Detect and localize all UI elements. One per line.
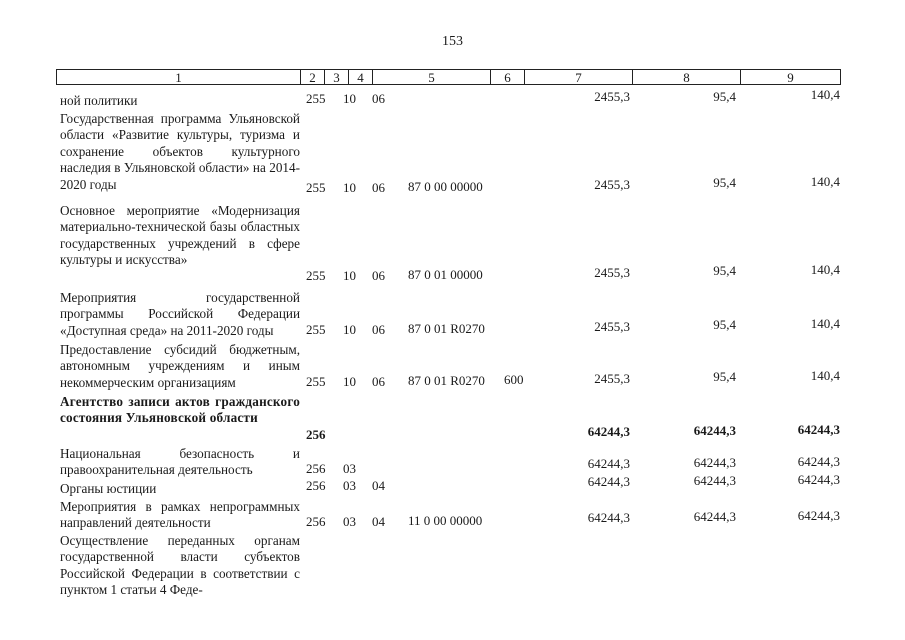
cell-value-9: 140,4	[810, 87, 840, 102]
cell-section: 10	[343, 268, 356, 283]
header-col-4: 4	[349, 70, 373, 84]
row-description: Предоставление субсидий бюджетным, автономным учреждениям и иным некоммерческим организациям	[60, 342, 300, 390]
cell-value-7: 64244,3	[587, 474, 630, 489]
row-description: Мероприятия государственной программы Российской Федерации «Доступная среда» на 2011-2020 годы	[60, 290, 300, 338]
cell-target-article: 87 0 01 R0270	[408, 321, 485, 336]
header-col-1: 1	[57, 70, 301, 84]
header-col-3: 3	[325, 70, 349, 84]
header-col-8: 8	[633, 70, 741, 84]
cell-value-8: 64244,3	[693, 473, 736, 488]
cell-grbs: 255	[306, 180, 326, 195]
row-description: Основное мероприятие «Модернизация материально-технической базы областных государственных учреждений в сфере культуры и искусства»	[60, 203, 300, 268]
cell-value-8: 64244,3	[693, 455, 736, 470]
cell-value-7: 2455,3	[594, 89, 630, 104]
row-description: Национальная безопасность и правоохранительная деятельность	[60, 446, 300, 478]
cell-subsection: 04	[372, 478, 385, 493]
cell-value-9: 140,4	[810, 174, 840, 189]
cell-target-article: 87 0 00 00000	[408, 179, 483, 194]
cell-value-8: 95,4	[713, 175, 736, 190]
cell-grbs: 255	[306, 91, 326, 106]
cell-grbs: 256	[306, 514, 326, 529]
cell-value-8: 64244,3	[693, 423, 736, 438]
cell-section: 03	[343, 514, 356, 529]
cell-value-9: 140,4	[810, 316, 840, 331]
cell-section: 10	[343, 322, 356, 337]
row-description: ной политики	[60, 93, 138, 108]
cell-subsection: 04	[372, 514, 385, 529]
cell-value-7: 2455,3	[594, 319, 630, 334]
cell-value-9: 64244,3	[797, 454, 840, 469]
header-col-2: 2	[301, 70, 325, 84]
cell-value-7: 64244,3	[587, 456, 630, 471]
cell-subsection: 06	[372, 268, 385, 283]
cell-value-7: 64244,3	[587, 510, 630, 525]
cell-value-7: 64244,3	[587, 424, 630, 439]
cell-subsection: 06	[372, 374, 385, 389]
cell-section: 10	[343, 91, 356, 106]
cell-section: 10	[343, 180, 356, 195]
cell-value-8: 95,4	[713, 369, 736, 384]
cell-grbs: 255	[306, 268, 326, 283]
cell-subsection: 06	[372, 91, 385, 106]
cell-value-8: 95,4	[713, 89, 736, 104]
header-col-9: 9	[787, 70, 794, 85]
cell-expense-type: 600	[504, 372, 524, 387]
cell-value-8: 95,4	[713, 263, 736, 278]
cell-grbs: 256	[306, 478, 326, 493]
cell-target-article: 87 0 01 R0270	[408, 373, 485, 388]
cell-value-9: 64244,3	[797, 422, 840, 437]
header-col-5: 5	[373, 70, 491, 84]
cell-subsection: 06	[372, 180, 385, 195]
cell-value-9: 140,4	[810, 368, 840, 383]
cell-grbs: 256	[306, 427, 326, 442]
header-col-6: 6	[491, 70, 525, 84]
row-description: Органы юстиции	[60, 481, 157, 496]
cell-subsection: 06	[372, 322, 385, 337]
cell-target-article: 87 0 01 00000	[408, 267, 483, 282]
row-description: Осуществление переданных органам государственной власти субъектов Российской Федерации в соответствии с пунктом 1 статьи 4 Феде-	[60, 533, 300, 598]
cell-value-9: 64244,3	[797, 508, 840, 523]
row-description: Государственная программа Ульяновской области «Развитие культуры, туризма и сохранение объектов культурного наследия в Ульяновской области» на 2014-2020 годы	[60, 111, 300, 192]
cell-value-9: 140,4	[810, 262, 840, 277]
row-description: Мероприятия в рамках непрограммных направлений деятельности	[60, 499, 300, 531]
cell-section: 03	[343, 461, 356, 476]
cell-target-article: 11 0 00 00000	[408, 513, 483, 528]
cell-grbs: 255	[306, 374, 326, 389]
cell-section: 10	[343, 374, 356, 389]
page-number: 153	[442, 34, 463, 49]
table-header	[56, 69, 841, 85]
row-description: Агентство записи актов гражданского состояния Ульяновской области	[60, 394, 300, 426]
cell-value-8: 95,4	[713, 317, 736, 332]
cell-value-8: 64244,3	[693, 509, 736, 524]
cell-value-7: 2455,3	[594, 371, 630, 386]
cell-section: 03	[343, 478, 356, 493]
cell-value-7: 2455,3	[594, 265, 630, 280]
cell-grbs: 256	[306, 461, 326, 476]
cell-grbs: 255	[306, 322, 326, 337]
cell-value-9: 64244,3	[797, 472, 840, 487]
cell-value-7: 2455,3	[594, 177, 630, 192]
header-col-7: 7	[525, 70, 633, 84]
